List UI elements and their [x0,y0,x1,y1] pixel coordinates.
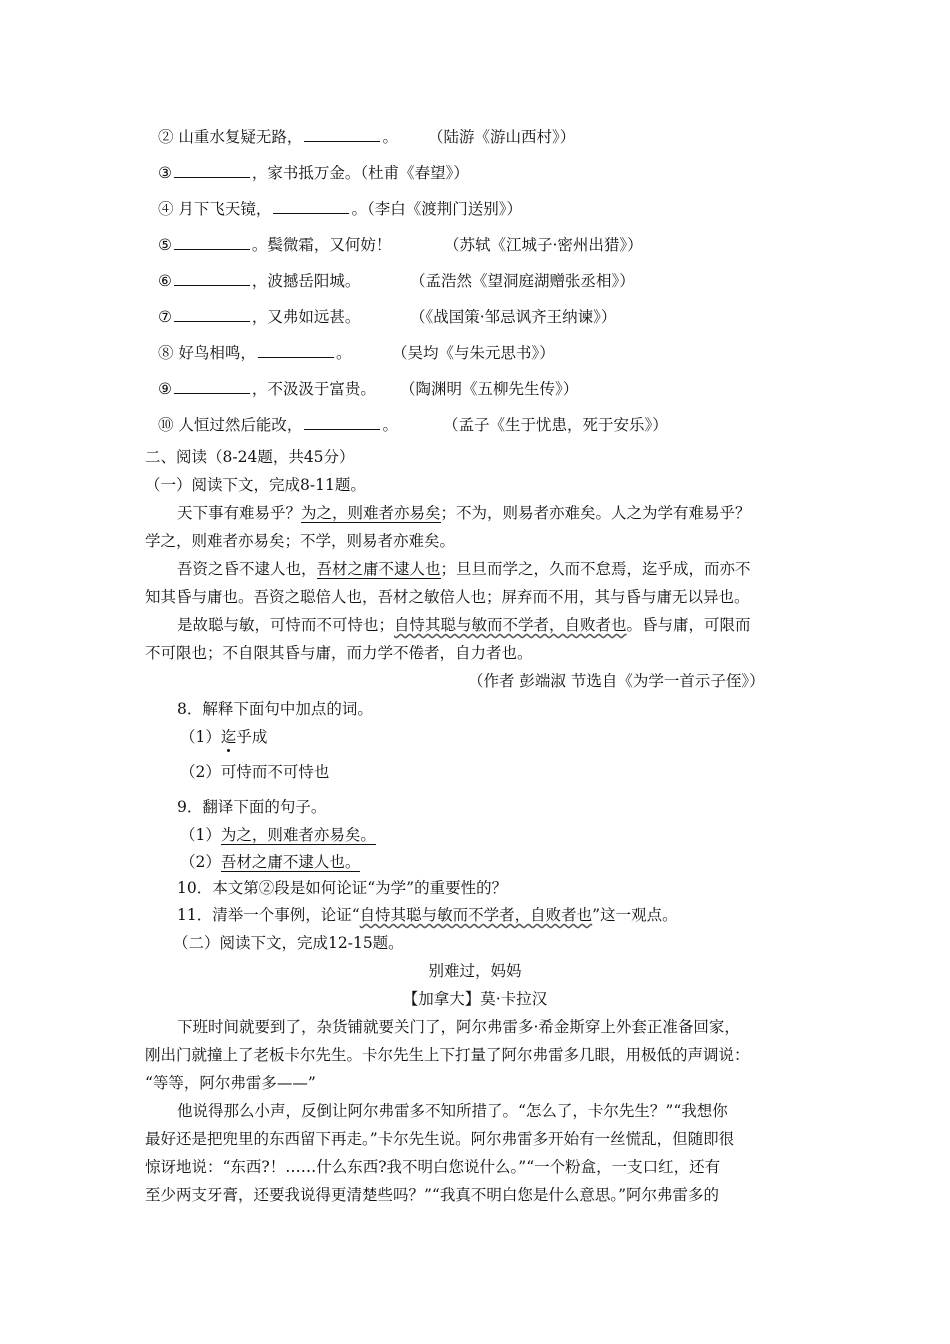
passage-line [177,615,751,635]
part-heading: （二）阅读下文，完成12-15题。 [173,934,404,952]
answer-blank[interactable] [304,415,380,430]
underlined-sentence: 吾材之庸不逮人也。 [220,853,361,871]
poem-text: ，家书抵万金。（杜甫《春望》） [251,164,469,182]
section-heading: 二、阅读（8-24题，共45分） [145,448,355,466]
question-11 [177,905,678,925]
dotted-word: 迄 [220,728,237,746]
text: 是故聪与敏，可恃而不可恃也； [177,616,395,634]
answer-blank[interactable] [174,163,250,178]
underlined-sentence: 为之，则难者亦易矣 [301,504,441,522]
answer-blank[interactable] [304,127,380,142]
text: （2） [180,853,221,871]
poem-item-10 [158,415,398,435]
poem-text: 。 [382,416,398,434]
underlined-sentence: 为之，则难者亦易矣。 [220,826,376,844]
question-8-1 [180,727,267,747]
question-8-2: （2）可恃而不可恃也 [180,763,330,781]
poem-item-4 [158,199,522,219]
text: ”这一观点。 [592,906,678,924]
poem-text: ④ 月下飞天镜， [158,200,272,218]
passage-line: 学之，则难者亦易矣；不学，则易者亦难矣。 [145,532,456,550]
text: 。昏与庸，可限而 [626,616,751,634]
question-10: 10．本文第②段是如何论证“为学”的重要性的？ [177,879,508,897]
text: 乎成 [236,728,268,746]
poem-text: ③ [158,164,172,182]
poem-text: ⑤ [158,236,172,254]
answer-blank[interactable] [174,271,250,286]
poem-text: ，波撼岳阳城。 [251,272,361,290]
story-line: “等等，阿尔弗雷多——” [145,1074,316,1092]
poem-text: ，不汲汲于富贵。 [251,380,376,398]
passage-line [177,503,751,523]
story-line: 他说得那么小声，反倒让阿尔弗雷多不知所措了。“怎么了，卡尔先生？”“我想你 [177,1102,728,1120]
story-line: 下班时间就要到了，杂货铺就要关门了，阿尔弗雷多·希金斯穿上外套正准备回家， [177,1018,740,1036]
poem-text: ⑦ [158,308,172,326]
question-9-1 [180,825,376,845]
story-line: 至少两支牙膏，还要我说得更清楚些吗？”“我真不明白您是什么意思。”阿尔弗雷多的 [145,1186,720,1204]
text: ；不为，则易者亦难矣。人之为学有难易乎？ [440,504,751,522]
story-author: 【加拿大】莫·卡拉汉 [402,990,548,1008]
poem-item-2 [158,127,398,147]
underlined-sentence: 吾材之庸不逮人也 [316,560,441,578]
poem-text: ② 山重水复疑无路， [158,128,303,146]
poem-text: ⑧ 好鸟相鸣， [158,344,256,362]
poem-text: ⑩ 人恒过然后能改， [158,416,303,434]
passage-attribution: （作者 彭端淑 节选自《为学一首示子侄》） [468,672,765,690]
poem-item-9 [158,379,376,399]
story-line: 惊讶地说：“东西?！……什么东西?我不明白您说什么。”“一个粉盒，一支口红，还有 [145,1158,721,1176]
text: 11．清举一个事例，论证“ [177,906,360,924]
wavy-underlined-sentence: 自恃其聪与敏而不学者，自败者也 [359,906,593,924]
poem-source: （苏轼《江城子·密州出猎》） [444,236,643,254]
poem-text: 。鬓微霜，又何妨！ [251,236,392,254]
text: ；旦旦而学之，久而不怠焉，迄乎成，而亦不 [440,560,751,578]
poem-item-7 [158,307,360,327]
text: 吾资之昏不逮人也， [177,560,317,578]
passage-line: 不可限也；不自限其昏与庸，而力学不倦者，自力者也。 [145,644,533,662]
poem-text: ⑥ [158,272,172,290]
story-title: 别难过，妈妈 [428,962,522,980]
story-line: 最好还是把兜里的东西留下再走。”卡尔先生说。阿尔弗雷多开始有一丝慌乱，但随即很 [145,1130,735,1148]
text: （1） [180,728,221,746]
wavy-underlined-sentence: 自恃其聪与敏而不学者，自败者也 [394,616,627,634]
poem-text: 。 [335,344,352,362]
story-line: 刚出门就撞上了老板卡尔先生。卡尔先生上下打量了阿尔弗雷多几眼，用极低的声调说： [145,1046,750,1064]
poem-item-8 [158,343,351,363]
passage-line [177,559,751,579]
poem-text: 。（李白《渡荆门送别》） [351,200,522,218]
question-8: 8．解释下面句中加点的词。 [177,700,373,718]
answer-blank[interactable] [174,235,250,250]
passage-line: 知其昏与庸也。吾资之聪倍人也，吾材之敏倍人也；屏弃而不用，其与昏与庸无以异也。 [145,588,750,606]
poem-text: 。 [382,128,398,146]
poem-item-5 [158,235,391,255]
answer-blank[interactable] [258,343,334,358]
poem-source: （吴均《与朱元思书》） [392,344,555,362]
text: （1） [180,826,221,844]
poem-source: （《战国策·邹忌讽齐王纳谏》） [410,308,617,326]
poem-source: （陶渊明《五柳先生传》） [400,380,579,398]
text: 天下事有难易乎？ [177,504,302,522]
question-9-2 [180,852,360,872]
poem-item-6 [158,271,360,291]
answer-blank[interactable] [174,307,250,322]
answer-blank[interactable] [174,379,250,394]
question-9: 9．翻译下面的句子。 [177,798,327,816]
poem-text: ⑨ [158,380,172,398]
poem-source: （陆游《游山西村》） [428,128,576,146]
poem-source: （孟子《生于忧患，死于安乐》） [443,416,668,434]
poem-item-3 [158,163,469,183]
part-heading: （一）阅读下文，完成8-11题。 [145,476,366,494]
answer-blank[interactable] [273,199,349,214]
poem-source: （孟浩然《望洞庭湖赠张丞相》） [410,272,635,290]
poem-text: ，又弗如远甚。 [251,308,361,326]
